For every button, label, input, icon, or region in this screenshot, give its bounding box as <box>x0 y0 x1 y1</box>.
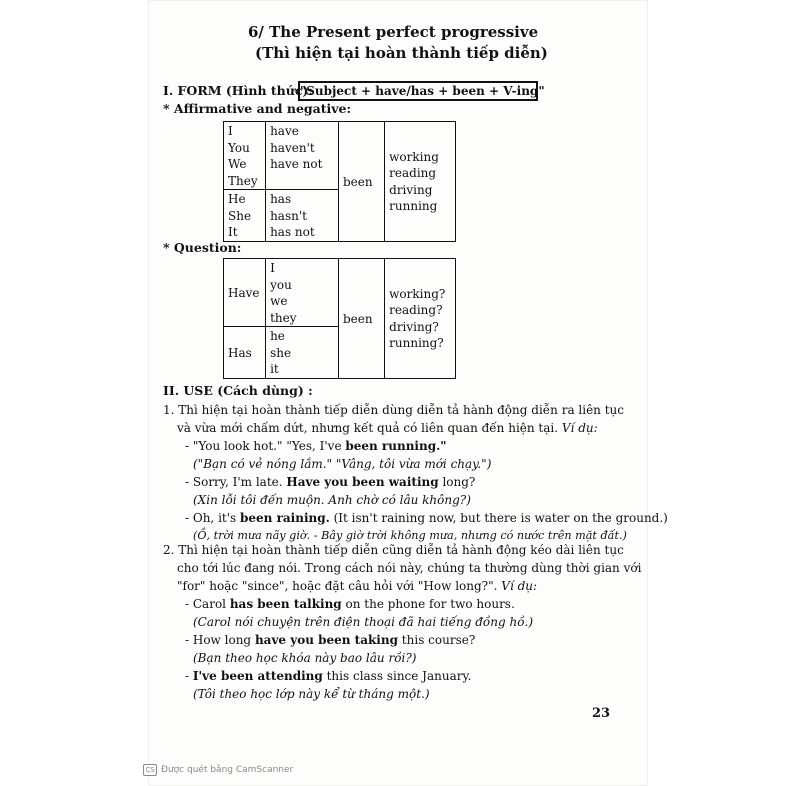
question-table <box>223 258 456 379</box>
watermark-text: Được quét bằng CamScanner <box>161 765 294 775</box>
question-verbs-cell: working? reading? driving? running? <box>385 259 456 379</box>
scanner-watermark <box>143 764 293 776</box>
use-rule-2: 2. Thì hiện tại hoàn thành tiếp diễn cũng diễn tả hành động kéo dài liên tục cho tới lúc đang nói. Trong cách nói này, chúng ta thường dùng thời gian với "for" hoặc "since", hoặc đặt câu hỏi với "How long?". Ví dụ: - Carol has been talking on the phone for two hours. (Carol nói chuyện trên điện thoại đã hai tiếng đồng hồ.) - How long have you been taking this course? (Bạn theo học khóa này bao lâu rồi?) - I've been attending this class since January. (Tôi theo học lớp này kể từ tháng một.) <box>163 543 642 701</box>
auxiliary-group1: have haven't have not <box>266 122 339 190</box>
question-subjects-group1: I you we they <box>266 259 339 327</box>
have-cell: Have <box>224 259 266 327</box>
affirmative-label: * Affirmative and negative: <box>163 101 352 116</box>
subjects-group1: I You We They <box>224 122 266 190</box>
affirmative-table <box>223 121 456 242</box>
camscanner-logo-icon: CS <box>143 764 157 776</box>
form-heading: I. FORM (Hình thức): <box>163 83 313 98</box>
page-title: 6/ The Present perfect progressive <box>248 23 539 41</box>
page-number: 23 <box>592 706 611 721</box>
been-cell: been <box>338 122 384 242</box>
auxiliary-group2: has hasn't has not <box>266 190 339 242</box>
page-subtitle: (Thì hiện tại hoàn thành tiếp diễn) <box>255 44 548 62</box>
subjects-group2: He She It <box>224 190 266 242</box>
has-cell: Has <box>224 327 266 379</box>
question-been-cell: been <box>338 259 384 379</box>
use-rule-1: 1. Thì hiện tại hoàn thành tiếp diễn dùng diễn tả hành động diễn ra liên tục và vừa mới chấm dứt, nhưng kết quả có liên quan đến hiện tại. Ví dụ: - "You look hot." "Yes, I've been running." ("Bạn có vẻ nóng lắm." "Vâng, tôi vừa mới chạy.") - Sorry, I'm late. Have you been waiting long? (Xin lỗi tôi đến muộn. Anh chờ có lâu không?) - Oh, it's been raining. (It isn't raining now, but there is water on the ground.) (Ồ, trời mưa nãy giờ. - Bây giờ trời không mưa, nhưng có nước trên mặt đất.) <box>163 403 668 542</box>
question-subjects-group2: he she it <box>266 327 339 379</box>
verbs-cell: working reading driving running <box>385 122 456 242</box>
use-heading: II. USE (Cách dùng) : <box>163 383 313 398</box>
form-formula-box: "Subject + have/has + been + V-ing" <box>298 81 538 101</box>
question-label: * Question: <box>163 240 242 255</box>
